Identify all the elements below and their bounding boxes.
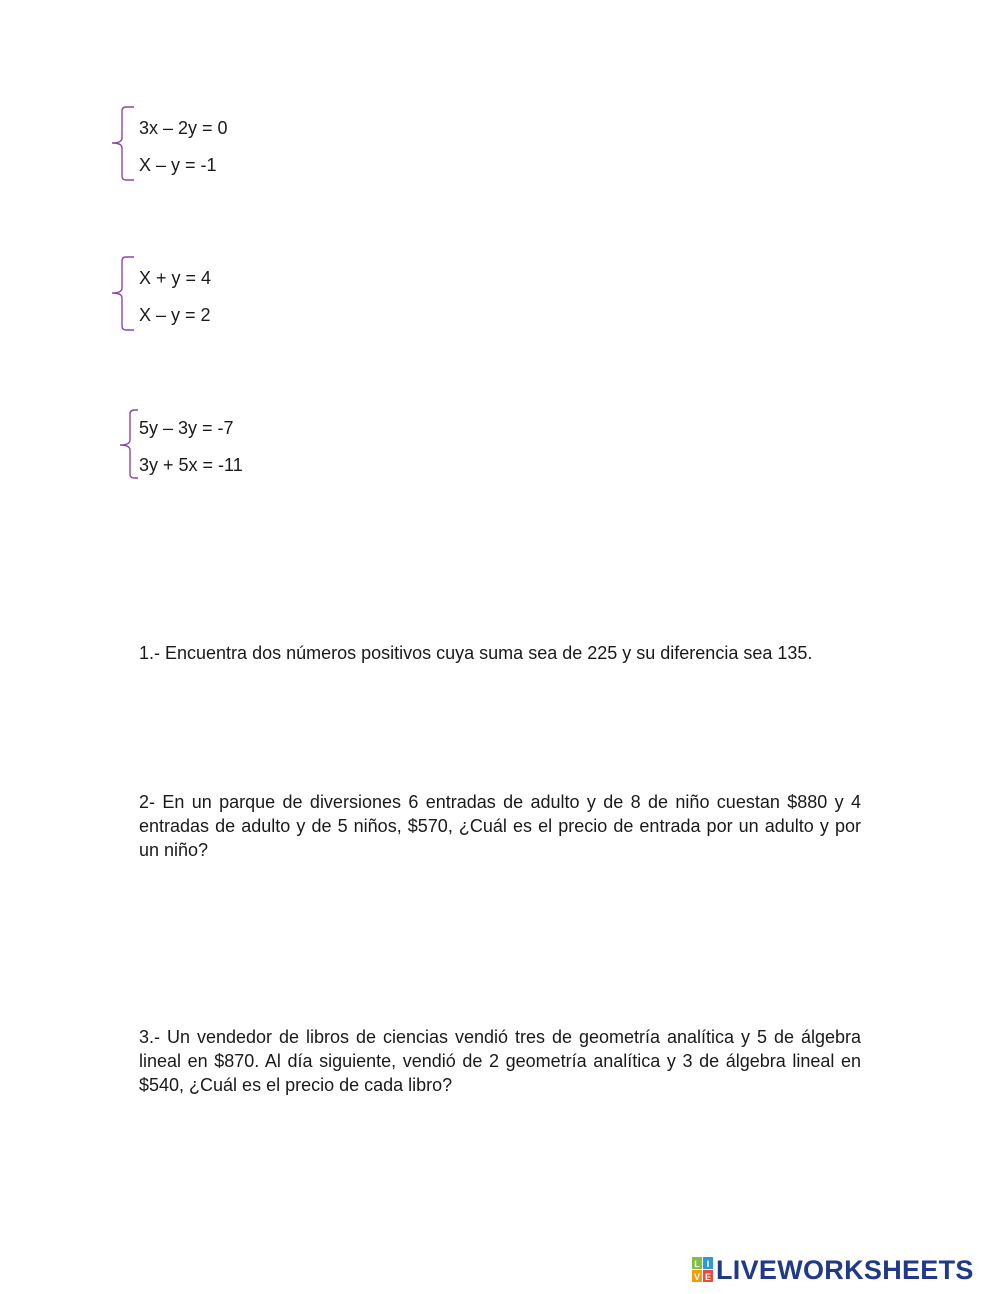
equation-2: 3y + 5x = -11: [139, 455, 243, 475]
problem-3: 3.- Un vendedor de libros de ciencias vendió tres de geometría analítica y 5 de álgebra lineal en $870. Al día siguiente, vendió de 2 geometría analítica y 3 de álgebra lineal en $540, ¿Cuál es el precio de cada libro?: [139, 1027, 861, 1095]
liveworksheets-logo: [692, 1254, 974, 1286]
equation-2: X – y = 2: [139, 305, 211, 325]
svg-text:L: L: [694, 1259, 700, 1269]
svg-text:V: V: [693, 1272, 701, 1282]
problem-2: 2- En un parque de diversiones 6 entradas de adulto y de 8 de niño cuestan $880 y 4 entradas de adulto y de 5 niños, $570, ¿Cuál es el precio de entrada por un adulto y por un niño?: [139, 792, 861, 860]
brand-name: LIVEWORKSHEETS: [716, 1255, 974, 1285]
equation-1: 3x – 2y = 0: [139, 118, 228, 138]
problem-1: 1.- Encuentra dos números positivos cuya suma sea de 225 y su diferencia sea 135.: [139, 643, 813, 663]
equation-1: 5y – 3y = -7: [139, 418, 234, 438]
equation-system-3: [104, 404, 404, 484]
brace-icon: [104, 254, 138, 334]
svg-text:I: I: [706, 1259, 710, 1269]
equation-system-1: [104, 104, 404, 184]
equation-1: X + y = 4: [139, 268, 212, 288]
equation-system-2: [104, 254, 404, 334]
equation-2: X – y = -1: [139, 155, 217, 175]
svg-text:E: E: [704, 1272, 712, 1282]
brace-icon: [104, 404, 138, 484]
brace-icon: [104, 104, 138, 184]
live-blocks-icon: [692, 1256, 714, 1284]
